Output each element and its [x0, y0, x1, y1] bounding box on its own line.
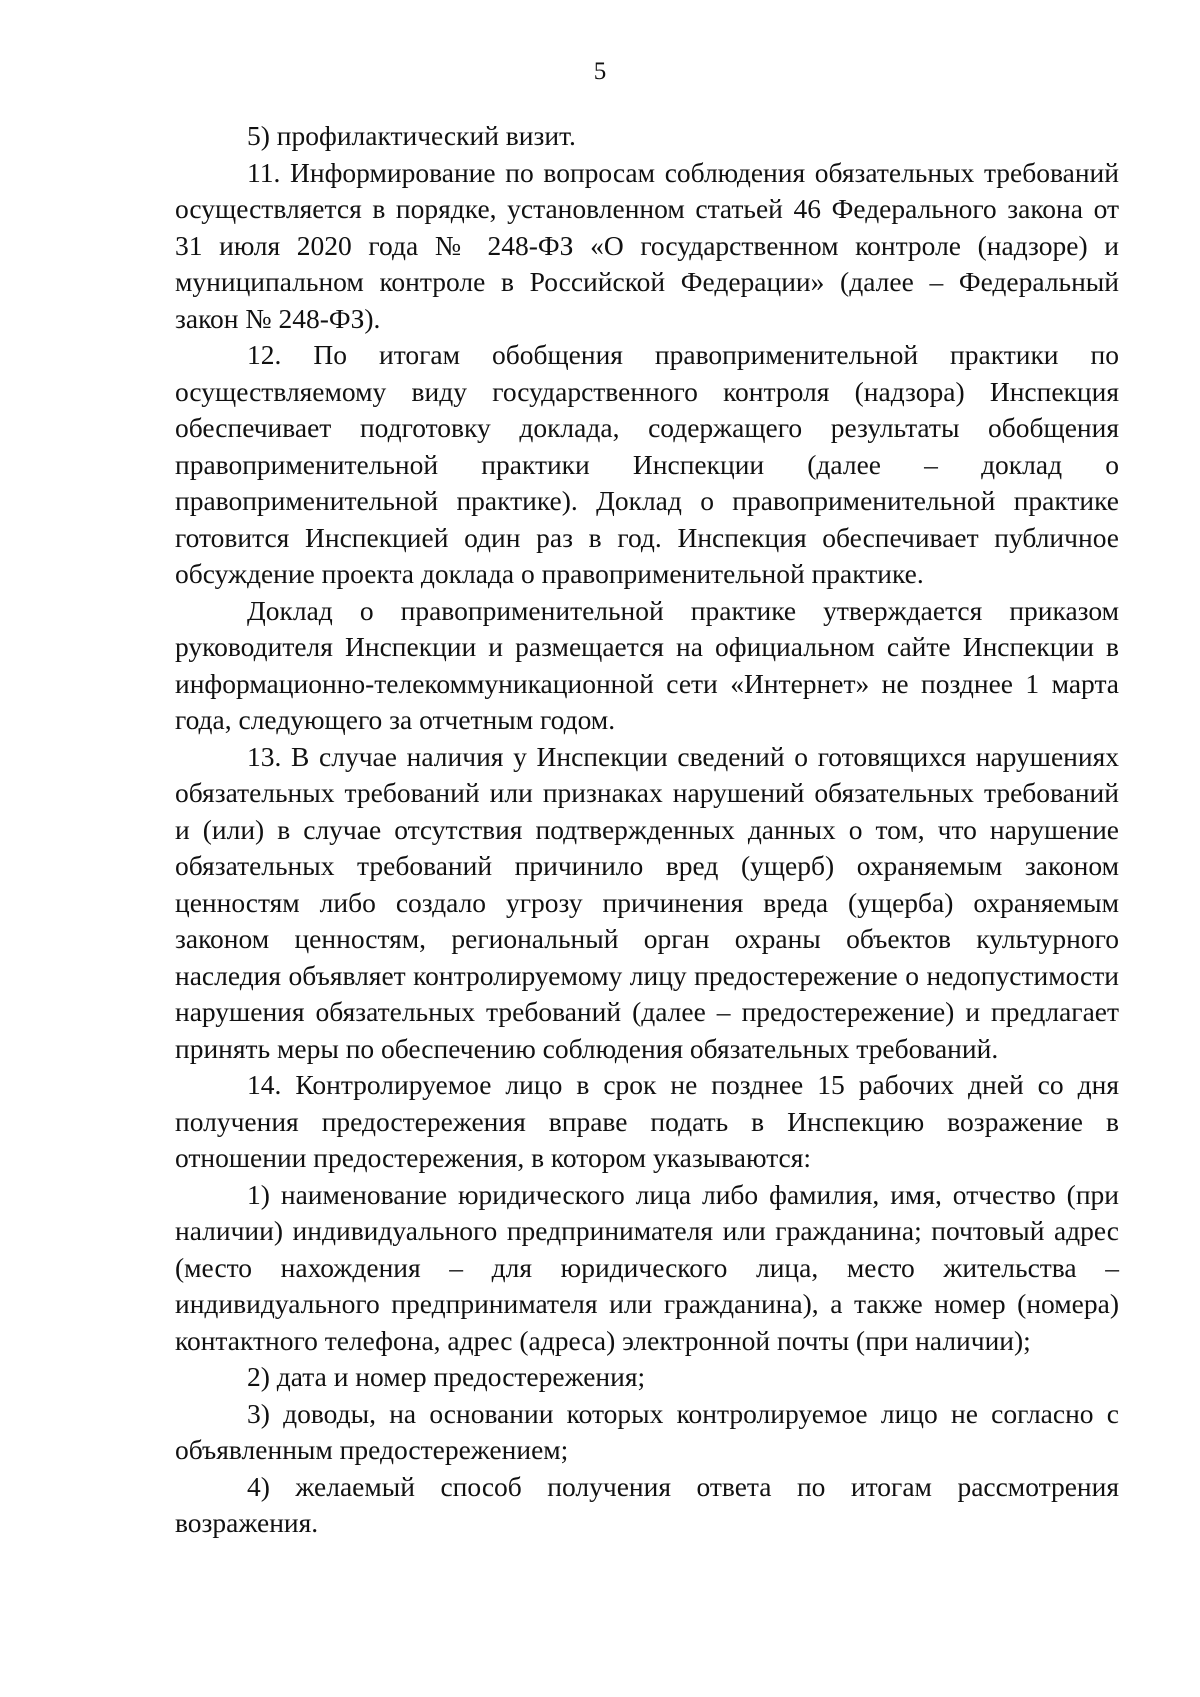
- paragraph-objection-item-1: 1) наименование юридического лица либо фамилия, имя, отчество (при наличии) индивидуального предпринимателя или гражданина; почтовый адрес (место нахождения – для юридического лица, место жительства – индивидуального предпринимателя или гражданина), а также номер (номера) контактного телефона, адрес (адреса) электронной почты (при наличии);: [175, 1178, 1119, 1356]
- paragraph-14-objection: 14. Контролируемое лицо в срок не позднее 15 рабочих дней со дня получения предостережения вправе подать в Инспекцию возражение в отношении предостережения, в котором указываются:: [175, 1069, 1119, 1173]
- paragraph-13-warning: 13. В случае наличия у Инспекции сведений о готовящихся нарушениях обязательных требований или признаках нарушений обязательных требований и (или) в случае отсутствия подтвержденных данных о том, что нарушение обязательных требований причинило вред (ущерб) охраняемым законом ценностям либо создало угрозу причинения вреда (ущерба) охраняемым законом ценностям, региональный орган охраны объектов культурного наследия объявляет контролируемому лицу предостережение о недопустимости нарушения обязательных требований (далее – предостережение) и предлагает принять меры по обеспечению соблюдения обязательных требований.: [175, 740, 1119, 1064]
- paragraph-report-approval: Доклад о правоприменительной практике утверждается приказом руководителя Инспекции и размещается на официальном сайте Инспекции в информационно-телекоммуникационной сети «Интернет» не позднее 1 марта года, следующего за отчетным годом.: [175, 594, 1119, 735]
- page-number: 5: [593, 58, 607, 85]
- paragraph-item-5-preventive-visit: 5) профилактический визит.: [247, 120, 576, 151]
- document-body: [175, 118, 1119, 1542]
- paragraph-objection-item-2: 2) дата и номер предостережения;: [247, 1361, 646, 1392]
- paragraph-11-informing: 11. Информирование по вопросам соблюдения обязательных требований осуществляется в порядке, установленном статьей 46 Федерального закона от 31 июля 2020 года № 248-ФЗ «О государственном контроле (надзоре) и муниципальном контроле в Российской Федерации» (далее – Федеральный закон № 248-ФЗ).: [175, 156, 1119, 334]
- paragraph-objection-item-3: 3) доводы, на основании которых контролируемое лицо не согласно с объявленным предостережением;: [175, 1397, 1119, 1465]
- paragraph-objection-item-4: 4) желаемый способ получения ответа по итогам рассмотрения возражения.: [175, 1470, 1119, 1538]
- paragraph-12-practice-report: 12. По итогам обобщения правоприменительной практики по осуществляемому виду государственного контроля (надзора) Инспекция обеспечивает подготовку доклада, содержащего результаты обобщения правоприменительной практики Инспекции (далее – доклад о правоприменительной практике). Доклад о правоприменительной практике готовится Инспекцией один раз в год. Инспекция обеспечивает публичное обсуждение проекта доклада о правоприменительной практике.: [175, 339, 1119, 589]
